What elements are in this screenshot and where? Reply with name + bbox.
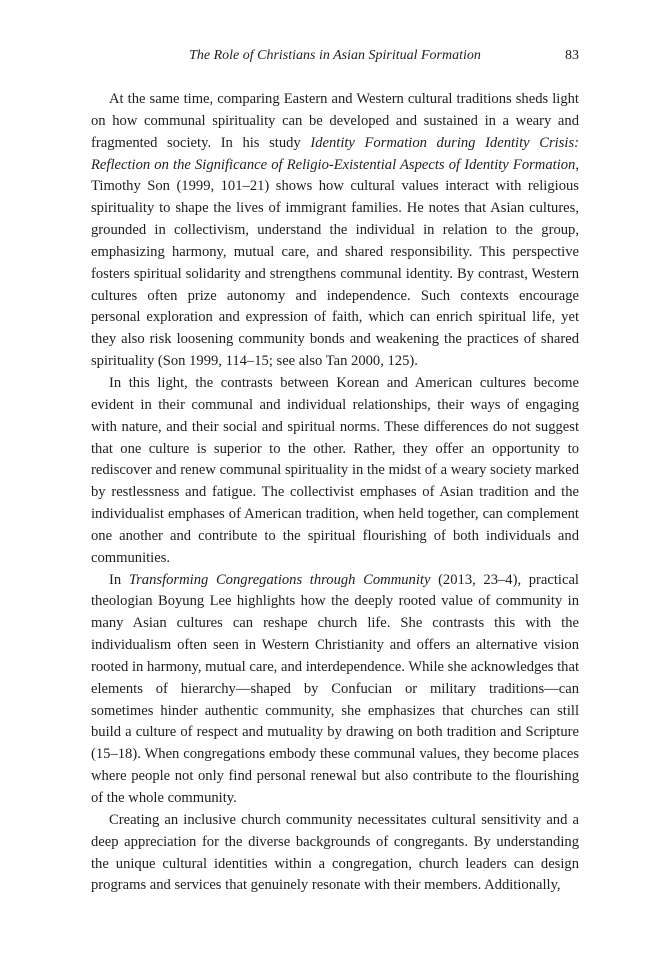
body-text xyxy=(91,89,579,897)
paragraph-text: At the same time, comparing Eastern and Western cultural traditions sheds light on how communal spirituality can be developed and sustained in a weary and fragmented society. In his study xyxy=(91,91,579,151)
paragraph-text: (2013, 23–4), practical theologian Boyung Lee highlights how the deeply rooted value of community in many Asian cultures can reshape church life. She contrasts this with the individualism often seen in Western Christianity and offers an alternative vision rooted in harmony, mutual care, and interdependence. While she acknowledges that elements of hierarchy—shaped by Confucian or military traditions—can sometimes hinder authentic community, she emphasizes that churches can still build a culture of respect and mutuality by drawing on both tradition and Scripture (15–18). When congregations embody these communal values, they become places where people not only find personal renewal but also contribute to the flourishing of the whole community. xyxy=(91,571,579,806)
paragraph-text: In xyxy=(109,571,129,588)
paragraph-4 xyxy=(91,810,579,897)
paragraph-text: , Timothy Son (1999, 101–21) shows how cultural values interact with religious spirituality to shape the lives of immigrant families. He notes that Asian cultures, grounded in collectivism, understand the individual in relation to the group, emphasizing harmony, mutual care, and shared responsibility. This perspective fosters spiritual solidarity and strengthens communal identity. By contrast, Western cultures often prize autonomy and independence. Such contexts encourage personal exploration and expression of faith, which can enrich spiritual life, yet they also risk loosening community bonds and weakening the practices of shared spirituality (Son 1999, 114–15; see also Tan 2000, 125). xyxy=(91,156,579,370)
paragraph-2 xyxy=(91,373,579,570)
paragraph-text: Creating an inclusive church community necessitates cultural sensitivity and a deep appreciation for the diverse backgrounds of congregants. By understanding the unique cultural identities within a congregation, church leaders can design programs and services that genuinely resonate with their members. Additionally, xyxy=(91,811,579,894)
paragraph-1 xyxy=(91,89,579,373)
running-head xyxy=(91,46,579,66)
running-title: The Role of Christians in Asian Spiritual Formation xyxy=(189,48,481,63)
page-number: 83 xyxy=(565,48,579,63)
book-title-italic: Identity Formation during Identity Crisis: Reflection on the Significance of Religio-Existential Aspects of Identity Formation xyxy=(91,134,579,173)
paragraph-3 xyxy=(91,570,579,810)
book-title-italic: Transforming Congregations through Community xyxy=(128,571,431,588)
paragraph-text: In this light, the contrasts between Korean and American cultures become evident in their communal and individual relationships, their ways of engaging with nature, and their social and spiritual norms. These differences do not suggest that one culture is superior to the other. Rather, they offer an opportunity to rediscover and renew communal spirituality in the midst of a weary society marked by restlessness and fatigue. The collectivist emphases of Asian tradition and the individualist emphases of American tradition, when held together, can complement one another and contribute to the spiritual flourishing of both individuals and communities. xyxy=(91,374,579,566)
